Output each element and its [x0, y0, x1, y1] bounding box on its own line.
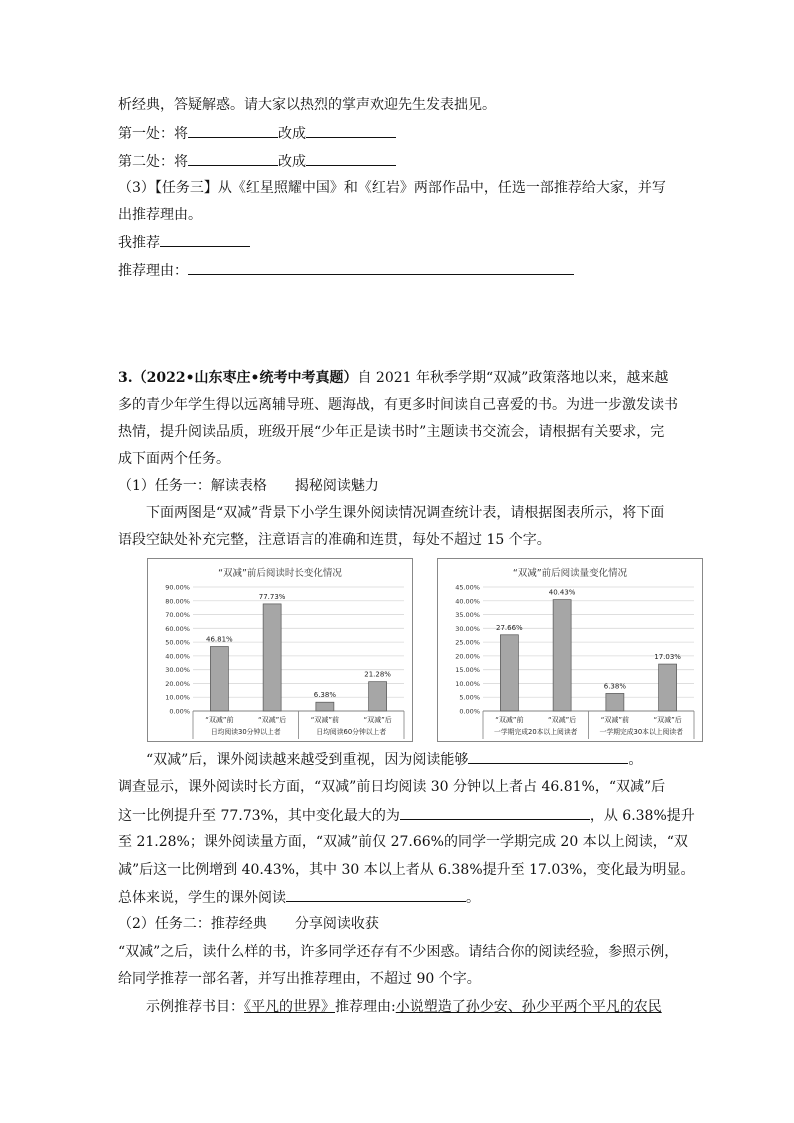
y-tick-label: 20.00% [455, 652, 480, 661]
q3-intro-rest: 自 2021 年秋季学期“双减”政策落地以来，越来越 [357, 370, 669, 386]
task2-title: （2）任务二：推荐经典 分享阅读收获 [118, 916, 379, 932]
y-tick-label: 40.00% [455, 597, 480, 606]
example-book: 《平凡的世界》 [244, 999, 335, 1015]
blank[interactable] [188, 260, 574, 275]
q3-intro-line3: 热情，提升阅读品质，班级开展“少年正是读书时”主题读书交流会，请根据有关要求，完 [118, 424, 665, 440]
para5: 减”后这一比例增到 40.43%，其中 30 本以上者从 6.38%提升至 17.03%，变化最为明显。 [118, 862, 695, 878]
y-tick-label: 0.00% [169, 707, 190, 716]
data-label: 40.43% [548, 588, 576, 597]
para2: 调查显示，课外阅读时长方面，“双减”前日均阅读 30 分钟以上者占 46.81%，“双减”后 [118, 779, 666, 795]
blank[interactable] [468, 749, 628, 764]
para3 [118, 805, 695, 826]
task3-line2: 出推荐理由。 [118, 207, 202, 223]
change-word: 改成 [278, 126, 306, 142]
category-label: “双减”后 [653, 716, 682, 724]
para6 [118, 887, 480, 908]
group-label: 一学期完成20本以上阅读者 [494, 728, 578, 736]
category-label: “双减”前 [600, 716, 630, 724]
y-tick-label: 80.00% [165, 597, 190, 606]
para3-rest: ，从 6.38%提升 [589, 808, 695, 824]
blank[interactable] [160, 232, 250, 247]
bar [263, 604, 281, 711]
y-tick-label: 20.00% [165, 679, 190, 688]
y-tick-label: 25.00% [455, 638, 480, 647]
data-label: 46.81% [206, 635, 233, 644]
para1 [146, 749, 642, 770]
example-line [146, 997, 662, 1017]
category-label: “双减”后 [257, 716, 287, 724]
y-tick-label: 45.00% [455, 583, 480, 592]
y-tick-label: 90.00% [165, 583, 190, 592]
example-reason: 小说塑造了孙少安、孙少平两个平凡的农民 [395, 999, 662, 1015]
text-line: 析经典，答疑解惑。请大家以热烈的掌声欢迎先生发表拙见。 [118, 97, 496, 113]
answer-line-second [118, 151, 396, 172]
y-tick-label: 50.00% [165, 638, 190, 647]
reason-label: 推荐理由： [118, 263, 188, 279]
y-tick-label: 0.00% [459, 707, 480, 716]
bar [553, 600, 571, 711]
data-label: 6.38% [313, 691, 336, 700]
chart-title: “双减”前后阅读量变化情况 [512, 568, 628, 579]
task1-line2: 语段空缺处补充完整，注意语言的准确和连贯，每处不超过 15 个字。 [118, 532, 551, 548]
chart-reading-amount-svg [438, 559, 702, 741]
bar [659, 664, 677, 711]
bar [316, 702, 334, 711]
group-label: 日均阅读30分钟以上者 [210, 728, 281, 736]
blank[interactable] [400, 805, 590, 820]
y-tick-label: 35.00% [455, 611, 480, 620]
q3-intro-line4: 成下面两个任务。 [118, 451, 230, 467]
data-label: 21.28% [364, 670, 391, 679]
blank[interactable] [286, 887, 466, 902]
example-prefix: 示例推荐书目： [146, 999, 244, 1015]
bar [606, 693, 624, 711]
y-tick-label: 30.00% [165, 666, 190, 675]
category-label: “双减”后 [547, 716, 577, 724]
chart-title: “双减”前后阅读时长变化情况 [218, 568, 342, 579]
y-tick-label: 60.00% [165, 624, 190, 633]
blank[interactable] [188, 123, 278, 138]
y-tick-label: 10.00% [165, 693, 190, 702]
group-label: 一学期完成30本以上阅读者 [599, 728, 683, 736]
data-label: 27.66% [496, 623, 523, 632]
y-tick-label: 15.00% [455, 666, 480, 675]
chart-reading-time-svg [148, 559, 412, 741]
para3-text: 这一比例提升至 77.73%，其中变化最大的为 [118, 808, 400, 824]
bar [369, 682, 387, 711]
change-word: 改成 [278, 154, 306, 170]
group-label: 日均阅读60分钟以上者 [316, 728, 387, 736]
y-tick-label: 30.00% [455, 624, 480, 633]
data-label: 17.03% [654, 653, 681, 662]
category-label: “双减”前 [310, 716, 340, 724]
bar [500, 635, 518, 711]
q3-intro-line2: 多的青少年学生得以远离辅导班、题海战，有更多时间读自己喜爱的书。为进一步激发读书 [118, 397, 678, 413]
recommend-line [118, 232, 250, 253]
category-label: “双减”后 [363, 716, 392, 724]
data-label: 6.38% [603, 682, 626, 691]
y-tick-label: 70.00% [165, 611, 190, 620]
q3-intro-line1 [118, 368, 668, 388]
para6-end: 。 [466, 890, 480, 906]
first-prefix: 第一处：将 [118, 126, 188, 142]
chart-reading-time [147, 558, 413, 742]
task2-line2: 给同学推荐一部名著，并写出推荐理由，不超过 90 个字。 [118, 971, 481, 987]
para1-text: “双减”后，课外阅读越来越受到重视，因为阅读能够 [146, 752, 469, 768]
example-reason-label: 推荐理由: [335, 999, 396, 1015]
task3-line1: （3）【任务三】从《红星照耀中国》和《红岩》两部作品中，任选一部推荐给大家，并写 [118, 180, 666, 196]
answer-line-first [118, 123, 396, 144]
y-tick-label: 10.00% [455, 679, 480, 688]
blank[interactable] [306, 123, 396, 138]
task1-line1: 下面两图是“双减”背景下小学生课外阅读情况调查统计表，请根据图表所示，将下面 [146, 505, 665, 521]
recommend-label: 我推荐 [118, 235, 160, 251]
category-label: “双减”前 [205, 716, 234, 724]
task1-title: （1）任务一：解读表格 揭秘阅读魅力 [118, 478, 379, 494]
bar [210, 647, 228, 711]
blank[interactable] [306, 151, 396, 166]
chart-reading-amount [437, 558, 703, 742]
para6-text: 总体来说，学生的课外阅读 [118, 890, 286, 906]
second-prefix: 第二处：将 [118, 154, 188, 170]
data-label: 77.73% [258, 592, 286, 601]
y-tick-label: 5.00% [459, 693, 480, 702]
blank[interactable] [188, 151, 278, 166]
para4: 至 21.28%；课外阅读量方面，“双减”前仅 27.66%的同学一学期完成 20 本以上阅读，“双 [118, 834, 688, 850]
para1-end: 。 [628, 752, 643, 768]
question-number-source: 3.（2022•山东枣庄•统考中考真题） [118, 370, 358, 386]
y-tick-label: 40.00% [165, 652, 190, 661]
category-label: “双减”前 [495, 716, 524, 724]
reason-line [118, 260, 574, 281]
task2-line1: “双减”之后，读什么样的书，许多同学还存有不少困惑。请结合你的阅读经验，参照示例， [118, 944, 679, 960]
